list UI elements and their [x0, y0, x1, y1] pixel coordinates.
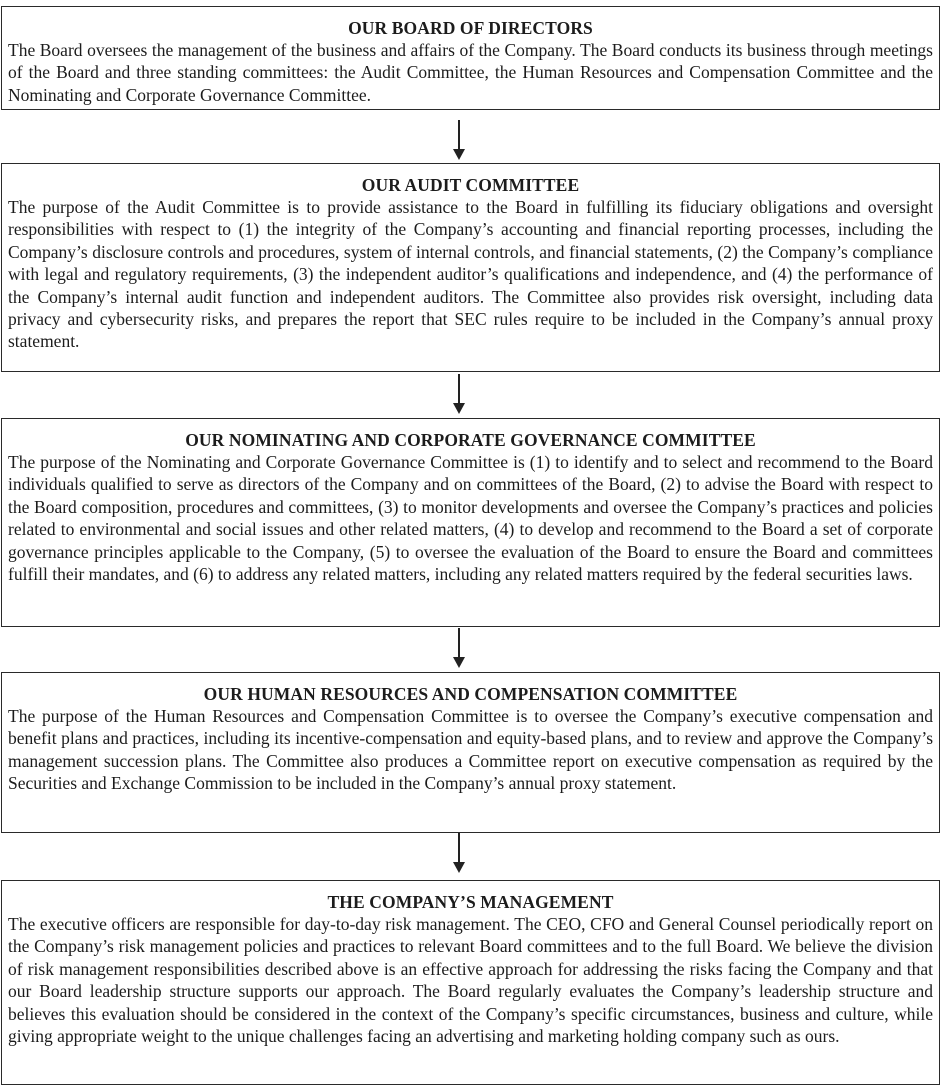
- flow-arrow-1: [450, 120, 468, 162]
- audit-committee-title: OUR AUDIT COMMITTEE: [361, 175, 580, 195]
- flow-arrow-2: [450, 374, 468, 416]
- flow-arrow-3: [450, 628, 468, 670]
- company-management-box: [1, 880, 940, 1085]
- nominating-governance-text: The purpose of the Nominating and Corporate Governance Committee is (1) to identify and to select and recommend to the Board individuals qualified to serve as directors of the Company and on committees of the Board, (2) to advise the Board with respect to the Board composition, procedures and committees, (3) to monitor developments and oversee the Company’s practices and policies related to environmental and social issues and other related matters, (4) to develop and recommend to the Board a set of corporate governance principles applicable to the Company, (5) to oversee the evaluation of the Board to ensure the Board and committees fulfill their mandates, and (6) to address any related matters, including any related matters required by the federal securities laws.: [8, 452, 933, 585]
- hr-compensation-box: [1, 672, 940, 833]
- hr-compensation-title: OUR HUMAN RESOURCES AND COMPENSATION COMMITTEE: [203, 684, 738, 704]
- board-of-directors-box: [1, 6, 940, 110]
- flow-arrow-4: [450, 833, 468, 875]
- hr-compensation-text: The purpose of the Human Resources and Compensation Committee is to oversee the Company’s executive compensation and benefit plans and practices, including its incentive-compensation and equity-based plans, and to review and approve the Company’s management succession plans. The Committee also produces a Committee report on executive compensation as required by the Securities and Exchange Commission to be included in the Company’s annual proxy statement.: [8, 706, 933, 794]
- nominating-governance-title: OUR NOMINATING AND CORPORATE GOVERNANCE COMMITTEE: [185, 430, 756, 450]
- audit-committee-text: The purpose of the Audit Committee is to provide assistance to the Board in fulfilling its fiduciary obligations and oversight responsibilities with respect to (1) the integrity of the Company’s accounting and financial reporting processes, including the Company’s disclosure controls and procedures, system of internal controls, and financial statements, (2) the Company’s compliance with legal and regulatory requirements, (3) the independent auditor’s qualifications and independence, and (4) the performance of the Company’s internal audit function and independent auditors. The Committee also provides risk oversight, including data privacy and cybersecurity risks, and prepares the report that SEC rules require to be included in the Company’s annual proxy statement.: [8, 197, 933, 352]
- board-of-directors-title: OUR BOARD OF DIRECTORS: [348, 18, 593, 38]
- nominating-governance-box: [1, 418, 940, 627]
- company-management-text: The executive officers are responsible for day-to-day risk management. The CEO, CFO and General Counsel periodically report on the Company’s risk management policies and practices to relevant Board committees and to the full Board. We believe the division of risk management responsibilities described above is an effective approach for addressing the risks facing the Company and that our Board leadership structure supports our approach. The Board regularly evaluates the Company’s leadership structure and believes this evaluation should be considered in the context of the Company’s specific circumstances, business and culture, while giving appropriate weight to the unique challenges facing an advertising and marketing holding company such as ours.: [8, 914, 933, 1047]
- audit-committee-box: [1, 163, 940, 372]
- board-of-directors-text: The Board oversees the management of the business and affairs of the Company. The Board conducts its business through meetings of the Board and three standing committees: the Audit Committee, the Human Resources and Compensation Committee and the Nominating and Corporate Governance Committee.: [8, 40, 933, 105]
- company-management-title: THE COMPANY’S MANAGEMENT: [327, 892, 614, 912]
